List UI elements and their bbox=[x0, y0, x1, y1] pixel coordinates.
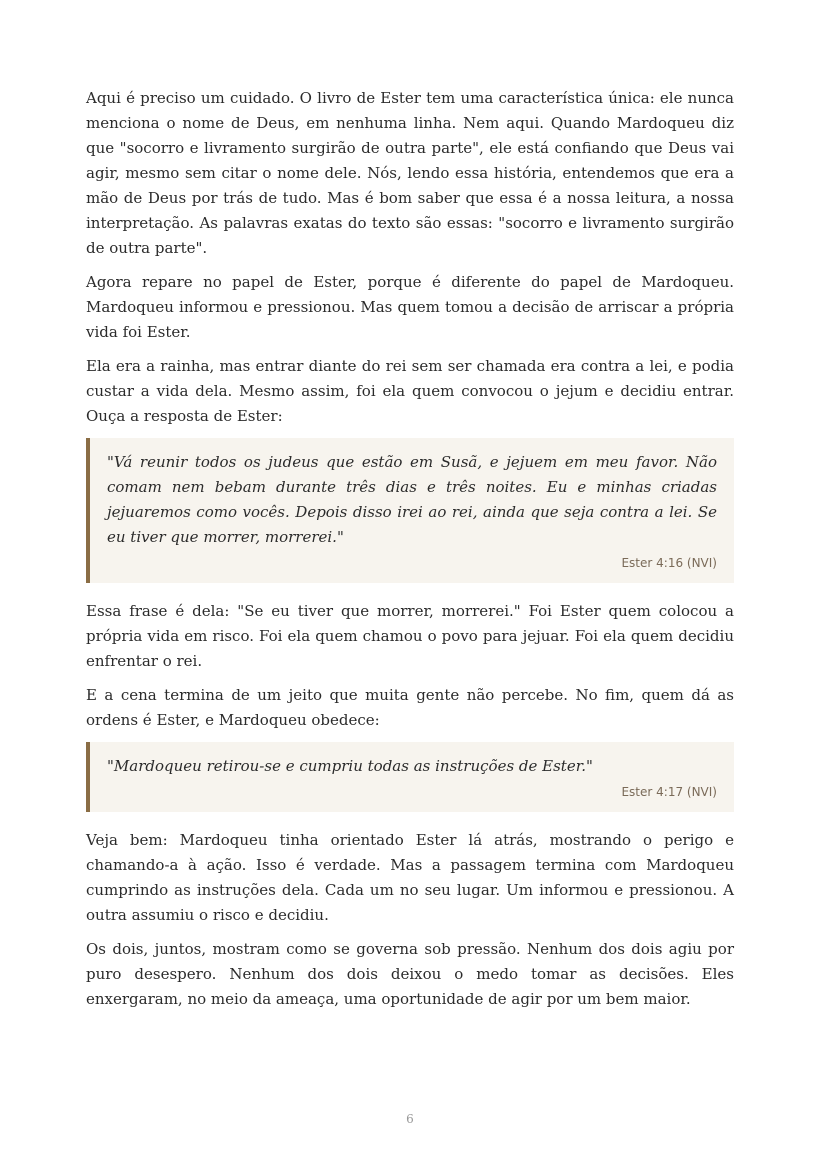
page-body bbox=[86, 86, 734, 1021]
paragraph: Veja bem: Mardoqueu tinha orientado Ester lá atrás, mostrando o perigo e chamando-a à ação. Isso é verdade. Mas a passagem termina com Mardoqueu cumprindo as instruções dela. Cada um no seu lugar. Um informou e pressionou. A outra assumiu o risco e decidiu. bbox=[86, 831, 734, 924]
paragraph: Agora repare no papel de Ester, porque é diferente do papel de Mardoqueu. Mardoqueu informou e pressionou. Mas quem tomou a decisão de arriscar a própria vida foi Ester. bbox=[86, 273, 734, 341]
quote-reference: Ester 4:17 (NVI) bbox=[621, 785, 717, 799]
paragraph: Aqui é preciso um cuidado. O livro de Ester tem uma característica única: ele nunca menciona o nome de Deus, em nenhuma linha. Nem aqui. Quando Mardoqueu diz que "socorro e livramento surgirão de outra parte", ele está confiando que Deus vai agir, mesmo sem citar o nome dele. Nós, lendo essa história, entendemos que era a mão de Deus por trás de tudo. Mas é bom saber que essa é a nossa leitura, a nossa interpretação. As palavras exatas do texto são essas: "socorro e livramento surgirão de outra parte". bbox=[86, 89, 734, 257]
paragraph: Essa frase é dela: "Se eu tiver que morrer, morrerei." Foi Ester quem colocou a própria vida em risco. Foi ela quem chamou o povo para jejuar. Foi ela quem decidiu enfrentar o rei. bbox=[86, 602, 734, 670]
quote-reference: Ester 4:16 (NVI) bbox=[621, 556, 717, 570]
scripture-quote bbox=[86, 742, 734, 812]
paragraph: Os dois, juntos, mostram como se governa sob pressão. Nenhum dos dois agiu por puro desespero. Nenhum dos dois deixou o medo tomar as decisões. Eles enxergaram, no meio da ameaça, uma oportunidade de agir por um bem maior. bbox=[86, 940, 734, 1008]
quote-text: "Mardoqueu retirou-se e cumpriu todas as instruções de Ester." bbox=[107, 757, 593, 775]
paragraph: Ela era a rainha, mas entrar diante do rei sem ser chamada era contra a lei, e podia custar a vida dela. Mesmo assim, foi ela quem convocou o jejum e decidiu entrar. Ouça a resposta de Ester: bbox=[86, 357, 734, 425]
scripture-quote bbox=[86, 438, 734, 583]
paragraph: E a cena termina de um jeito que muita gente não percebe. No fim, quem dá as ordens é Ester, e Mardoqueu obedece: bbox=[86, 686, 734, 729]
quote-text: "Vá reunir todos os judeus que estão em Susã, e jejuem em meu favor. Não comam nem bebam durante três dias e três noites. Eu e minhas criadas jejuaremos como vocês. Depois disso irei ao rei, ainda que seja contra a lei. Se eu tiver que morrer, morrerei." bbox=[107, 453, 717, 546]
page-number: 6 bbox=[406, 1112, 414, 1126]
